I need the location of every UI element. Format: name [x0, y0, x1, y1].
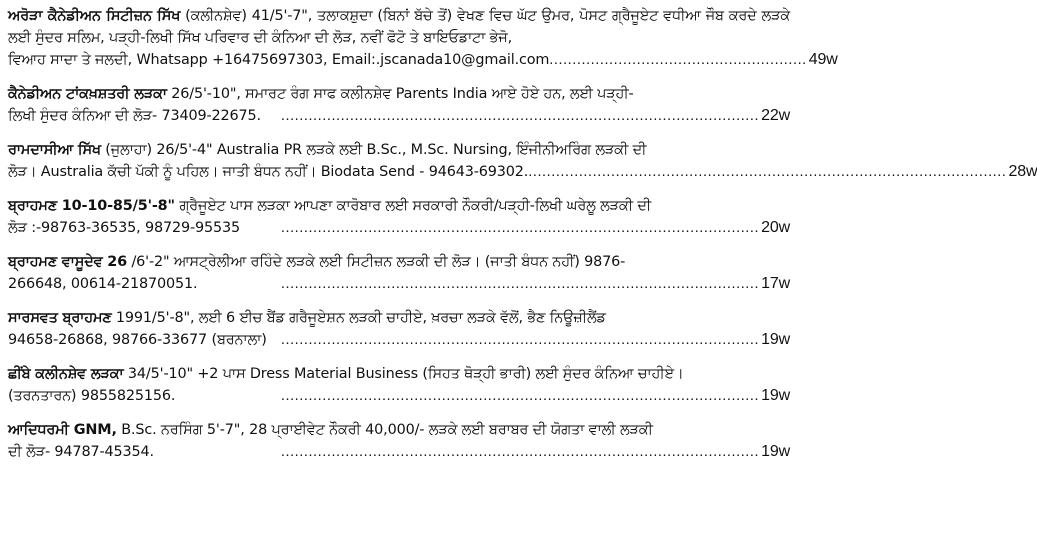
- ad-heading: ਛੀਂਬੇ ਕਲੀਨਸ਼ੇਵ ਲੜਕਾ: [8, 365, 124, 382]
- dot-leader: ........................................................................................................: [280, 444, 760, 460]
- ad-size: 17w: [761, 275, 790, 292]
- dot-leader: ........................................................................................................: [280, 220, 760, 236]
- classified-ad: [8, 140, 1037, 184]
- dot-leader: ........................................................................................................: [280, 276, 760, 292]
- ad-contact: 266648, 00614-21870051.: [8, 276, 198, 292]
- classified-ad: [8, 364, 790, 408]
- ad-size: 49w: [808, 51, 838, 68]
- ad-contact: 94658-26868, 98766-33677 (ਬਰਨਾਲਾ): [8, 332, 267, 348]
- ad-contact: ਵਿਆਹ ਸਾਦਾ ਤੇ ਜਲਦੀ, Whatsapp +16475697303, Email:.jscanada10@gmail.com: [8, 52, 550, 68]
- ad-size: 22w: [761, 107, 790, 124]
- ad-heading: ਅਰੋੜਾ ਕੈਨੇਡੀਅਨ ਸਿਟੀਜ਼ਨ ਸਿੱਖ: [8, 8, 181, 24]
- ad-heading: ਕੈਨੇਡੀਅਨ ਟਾਂਕਖ਼ਸ਼ਤਰੀ ਲੜਕਾ: [8, 85, 167, 102]
- ad-contact: ਲੋੜ :-98763-36535, 98729-95535: [8, 220, 241, 236]
- dot-leader: ........................................................................................................: [280, 108, 760, 124]
- classified-ad: [8, 84, 790, 128]
- ad-size: 19w: [761, 387, 790, 404]
- classified-ad: [8, 420, 790, 464]
- ad-contact: ਲੋੜ। Australia ਕੱਚੀ ਪੱਕੀ ਨੂੰ ਪਹਿਲ। ਜਾਤੀ ਬੰਧਨ ਨਹੀਂ। Biodata Send - 94643-69302.: [8, 164, 529, 180]
- ad-heading: ਰਾਮਦਾਸੀਆ ਸਿੱਖ: [8, 141, 101, 158]
- ad-last-line: [8, 385, 790, 408]
- ad-body: /6'-2" ਆਸਟ੍ਰੇਲੀਆ ਰਹਿੰਦੇ ਲੜਕੇ ਲਈ ਸਿਟੀਜ਼ਨ ਲੜਕੀ ਦੀ ਲੋੜ। (ਜਾਤੀ ਬੰਧਨ ਨਹੀਂ) 9876-: [127, 253, 626, 270]
- ad-last-line: [8, 161, 1037, 184]
- ad-size: 19w: [761, 331, 790, 348]
- ad-size: 28w: [1008, 163, 1037, 180]
- ad-heading: ਬ੍ਰਾਹਮਣ 10-10-85/5'-8": [8, 197, 175, 214]
- ad-body: (ਜੁਲਾਹਾ) 26/5'-4" Australia PR ਲੜਕੇ ਲਈ B.Sc., M.Sc. Nursing, ਇੰਜੀਨੀਅਰਿੰਗ ਲੜਕੀ ਦੀ: [100, 141, 647, 158]
- dot-leader: ........................................................................................................: [528, 164, 1007, 180]
- classified-ad: [8, 308, 790, 352]
- ad-body: (ਕਲੀਨਸ਼ੇਵ) 41/5'-7", ਤਲਾਕਸ਼ੁਦਾ (ਬਿਨਾਂ ਬੱਚੇ ਤੋਂ) ਵੇਖਣ ਵਿਚ ਘੱਟ ਉਮਰ, ਪੋਸਟ ਗ੍ਰੈਜੂਏਟ ਵਧੀਆ ਜੌਬ ਕਰਦੇ ਲੜਕੇ ਲਈ ਸੁੰਦਰ ਸਲਿਮ, ਪੜ੍ਹੀ-ਲਿਖੀ ਸਿੱਖ ਪਰਿਵਾਰ ਦੀ ਕੰਨਿਆ ਦੀ ਲੋੜ, ਨਵੀਂ ਫੋਟੋ ਤੇ ਬਾਇਓਡਾਟਾ ਭੇਜੋ,: [8, 8, 790, 46]
- dot-leader: ........................................................................................................: [280, 388, 760, 404]
- ad-body: ਗ੍ਰੈਜੂਏਟ ਪਾਸ ਲੜਕਾ ਆਪਣਾ ਕਾਰੋਬਾਰ ਲਈ ਸਰਕਾਰੀ ਨੌਕਰੀ/ਪੜ੍ਹੀ-ਲਿਖੀ ਘਰੇਲੂ ਲੜਕੀ ਦੀ: [174, 197, 652, 214]
- dot-leader: ........................................................: [549, 52, 807, 68]
- ad-contact: ਦੀ ਲੋੜ- 94787-45354.: [8, 444, 154, 460]
- ad-heading: ਬ੍ਰਾਹਮਣ ਵਾਸੂਦੇਵ 26: [8, 253, 128, 270]
- ad-last-line: [8, 49, 838, 72]
- ad-last-line: [8, 105, 790, 128]
- classified-ad: [8, 6, 838, 72]
- dot-leader: ........................................................................................................: [280, 332, 760, 348]
- ad-body: 34/5'-10" +2 ਪਾਸ Dress Material Business (ਸਿਹਤ ਥੋੜ੍ਹੀ ਭਾਰੀ) ਲਈ ਸੁੰਦਰ ਕੰਨਿਆ ਚਾਹੀਏ।: [123, 365, 684, 382]
- classified-ad: [8, 252, 790, 296]
- ad-body: 1991/5'-8", ਲਈ 6 ਈਚ ਬੈਂਡ ਗਰੈਜੂਏਸ਼ਨ ਲੜਕੀ ਚਾਹੀਏ, ਖ਼ਰਚਾ ਲੜਕੇ ਵੱਲੋਂ, ਭੈਣ ਨਿਊਜ਼ੀਲੈਂਡ: [111, 309, 606, 326]
- ad-heading: ਆਦਿਧਰਮੀ GNM,: [8, 421, 117, 438]
- ad-last-line: [8, 217, 790, 240]
- classified-ad: [8, 196, 790, 240]
- ad-size: 19w: [761, 443, 790, 460]
- ad-last-line: [8, 273, 790, 296]
- ad-last-line: [8, 441, 790, 464]
- ad-body: B.Sc. ਨਰਸਿੰਗ 5'-7", 28 ਪ੍ਰਾਈਵੇਟ ਨੌਕਰੀ 40,000/- ਲੜਕੇ ਲਈ ਬਰਾਬਰ ਦੀ ਯੋਗਤਾ ਵਾਲੀ ਲੜਕੀ: [116, 421, 653, 438]
- ad-last-line: [8, 329, 790, 352]
- ad-heading: ਸਾਰਸਵਤ ਬ੍ਰਾਹਮਣ: [8, 309, 112, 326]
- ad-size: 20w: [761, 219, 790, 236]
- ad-contact: ਲਿਖੀ ਸੁੰਦਰ ਕੰਨਿਆ ਦੀ ਲੋੜ- 73409-22675.: [8, 108, 261, 124]
- ad-body: 26/5'-10", ਸਮਾਰਟ ਰੰਗ ਸਾਫ ਕਲੀਨਸ਼ੇਵ Parents India ਆਏ ਹੋਏ ਹਨ, ਲਈ ਪੜ੍ਹੀ-: [166, 85, 634, 102]
- ad-contact: (ਤਰਨਤਾਰਨ) 9855825156.: [8, 388, 176, 404]
